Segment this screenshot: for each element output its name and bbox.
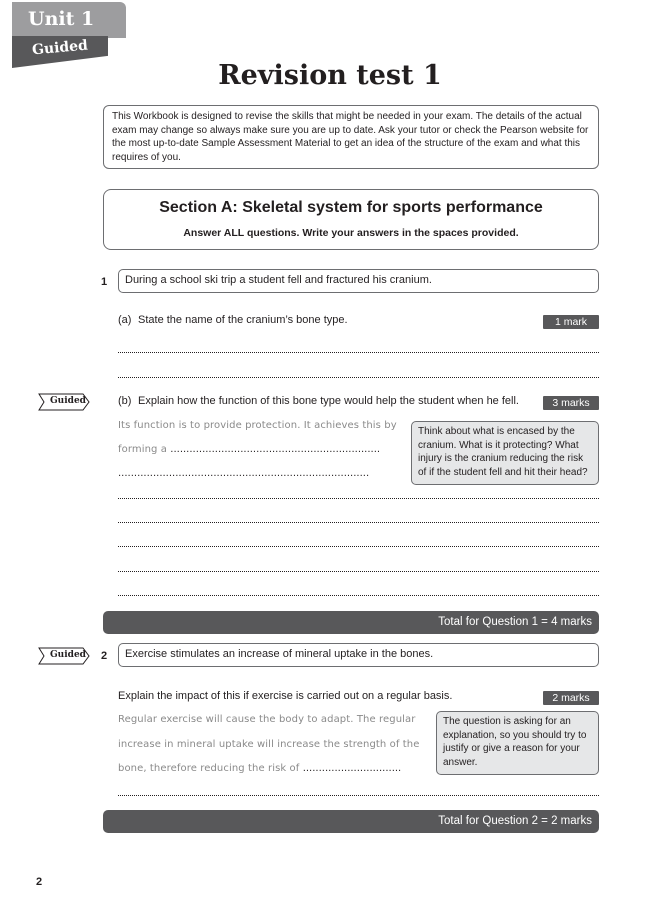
hint-box: Think about what is encased by the cranium. What is it protecting? What injury is the cranium reducing the risk of if the student fell and hit their head?: [411, 421, 599, 485]
answer-blank[interactable]: ...............................................................................: [118, 468, 370, 479]
guided-tag-label: Guided: [50, 650, 86, 660]
question-2-stem: Exercise stimulates an increase of mineral uptake in the bones.: [118, 643, 599, 667]
page-number: 2: [36, 876, 43, 888]
page-title: Revision test 1: [218, 60, 442, 91]
answer-line[interactable]: [118, 377, 599, 378]
guided-tag-label: Guided: [50, 396, 86, 406]
answer-line[interactable]: [118, 522, 599, 523]
answer-line[interactable]: [118, 546, 599, 547]
guided-tab-label: Guided: [31, 37, 89, 59]
guided-answer-line: [118, 763, 401, 774]
question-2-text: Explain the impact of this if exercise is carried out on a regular basis.: [118, 690, 453, 702]
section-instruction: Answer ALL questions. Write your answers in the spaces provided.: [183, 227, 519, 239]
answer-blank[interactable]: ...............................: [302, 763, 402, 774]
section-header: [103, 189, 599, 250]
intro-box: This Workbook is designed to revise the skills that might be needed in your exam. The details of the actual exam may change so always make sure you are up to date. Ask your tutor or check the Pearson website for the most up-to-date Sample Assessment Material to get an idea of the structure of the exam and what this requires of you.: [103, 105, 599, 169]
hint-box: The question is asking for an explanation, so you should try to justify or give a reason for your answer.: [436, 711, 599, 775]
question-1a-marks: 1 mark: [543, 315, 599, 329]
guided-answer-text: forming a: [118, 444, 167, 455]
question-1a-text: State the name of the cranium’s bone type.: [138, 314, 348, 326]
answer-line[interactable]: [118, 498, 599, 499]
answer-line[interactable]: [118, 795, 599, 796]
question-1-number: 1: [101, 276, 108, 288]
answer-line[interactable]: [118, 595, 599, 596]
answer-blank[interactable]: ..................................................................: [170, 444, 381, 455]
question-1b-marks: 3 marks: [543, 396, 599, 410]
guided-tag: [38, 647, 90, 665]
section-title: Section A: Skeletal system for sports performance: [159, 199, 543, 216]
answer-line[interactable]: [118, 352, 599, 353]
guided-answer-text: bone, therefore reducing the risk of: [118, 763, 300, 774]
guided-tag: [38, 393, 90, 411]
question-1-total: Total for Question 1 = 4 marks: [103, 611, 599, 634]
question-1b-label: (b): [118, 395, 132, 407]
question-2-number: 2: [101, 650, 108, 662]
guided-answer-line: Regular exercise will cause the body to adapt. The regular: [118, 714, 416, 725]
question-1-stem: During a school ski trip a student fell and fractured his cranium.: [118, 269, 599, 293]
unit-label: Unit 1: [28, 8, 95, 30]
question-1b-text: Explain how the function of this bone type would help the student when he fell.: [138, 395, 519, 407]
guided-answer-line: increase in mineral uptake will increase the strength of the: [118, 739, 420, 750]
guided-answer-line: Its function is to provide protection. It achieves this by: [118, 420, 397, 431]
answer-line[interactable]: [118, 571, 599, 572]
question-2-marks: 2 marks: [543, 691, 599, 705]
question-1a-label: (a): [118, 314, 132, 326]
question-2-total: Total for Question 2 = 2 marks: [103, 810, 599, 833]
guided-answer-line: [118, 444, 380, 455]
unit-tab: [12, 2, 126, 68]
